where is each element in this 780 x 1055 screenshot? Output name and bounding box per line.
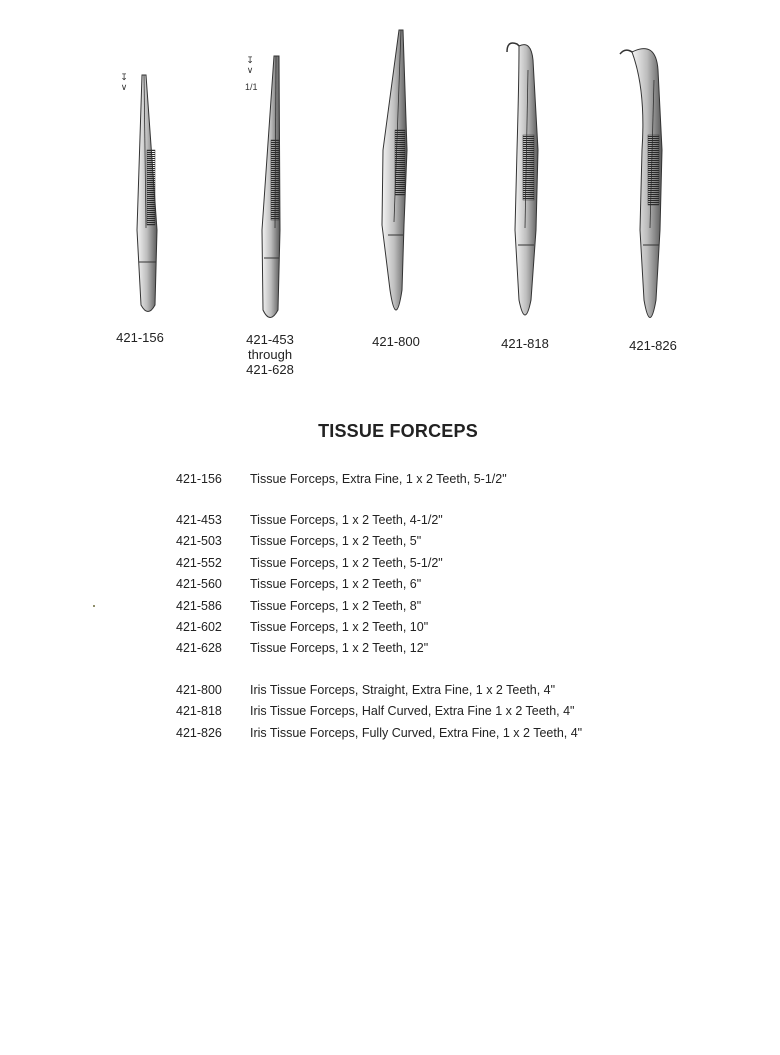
catalog-group-tissue-forceps [176, 509, 736, 659]
item-description: Tissue Forceps, 1 x 2 Teeth, 10" [250, 620, 429, 635]
catalog-list [176, 468, 736, 763]
forceps-drawing [240, 0, 300, 320]
item-description: Tissue Forceps, 1 x 2 Teeth, 12" [250, 641, 429, 656]
list-item [176, 722, 736, 743]
catalog-group-iris-forceps [176, 679, 736, 743]
item-description: Iris Tissue Forceps, Fully Curved, Extra Fine, 1 x 2 Teeth, 4" [250, 725, 583, 740]
catalog-group-extra-fine [176, 468, 736, 489]
item-description: Iris Tissue Forceps, Straight, Extra Fine, 1 x 2 Teeth, 4" [250, 682, 556, 697]
forceps-421-800 [366, 0, 426, 349]
forceps-drawing [115, 0, 165, 320]
item-description: Tissue Forceps, Extra Fine, 1 x 2 Teeth, 5-1/2" [250, 471, 507, 486]
item-code: 421-560 [176, 577, 222, 592]
list-item [176, 595, 736, 616]
scan-speck [93, 605, 95, 607]
item-code: 421-503 [176, 534, 222, 549]
item-code: 421-602 [176, 620, 222, 635]
instrument-caption: 421-156 [116, 330, 164, 345]
forceps-421-818 [495, 0, 555, 351]
forceps-drawing [618, 0, 688, 330]
item-description: Tissue Forceps, 1 x 2 Teeth, 5" [250, 534, 422, 549]
forceps-drawing [495, 0, 555, 330]
forceps-421-453 [240, 0, 300, 377]
list-item [176, 616, 736, 637]
item-code: 421-586 [176, 598, 222, 613]
item-code: 421-453 [176, 513, 222, 528]
item-description: Tissue Forceps, 1 x 2 Teeth, 5-1/2" [250, 555, 443, 570]
list-item [176, 638, 736, 659]
list-item [176, 468, 736, 489]
instrument-caption: 421-818 [501, 336, 549, 351]
list-item [176, 531, 736, 552]
item-code: 421-826 [176, 725, 222, 740]
item-description: Iris Tissue Forceps, Half Curved, Extra Fine 1 x 2 Teeth, 4" [250, 704, 575, 719]
tooth-detail-icon: ↧ ∨ [246, 55, 254, 75]
list-item [176, 701, 736, 722]
item-description: Tissue Forceps, 1 x 2 Teeth, 8" [250, 598, 422, 613]
tip-ratio-label: 1/1 [245, 82, 258, 92]
item-code: 421-818 [176, 704, 222, 719]
forceps-drawing [366, 0, 426, 320]
forceps-421-156 [115, 0, 165, 345]
forceps-421-826 [618, 0, 688, 353]
item-description: Tissue Forceps, 1 x 2 Teeth, 6" [250, 577, 422, 592]
item-code: 421-628 [176, 641, 222, 656]
instrument-caption: 421-800 [372, 334, 420, 349]
item-code: 421-156 [176, 471, 222, 486]
item-description: Tissue Forceps, 1 x 2 Teeth, 4-1/2" [250, 513, 443, 528]
item-code: 421-552 [176, 555, 222, 570]
tooth-detail-icon: ↧ ∨ [120, 72, 128, 92]
instrument-caption: 421-453 through 421-628 [246, 332, 294, 377]
list-item [176, 509, 736, 530]
instrument-caption: 421-826 [629, 338, 677, 353]
forceps-illustration [0, 0, 780, 390]
list-item [176, 552, 736, 573]
list-item [176, 679, 736, 700]
page-title: TISSUE FORCEPS [318, 421, 478, 441]
list-item [176, 574, 736, 595]
item-code: 421-800 [176, 682, 222, 697]
